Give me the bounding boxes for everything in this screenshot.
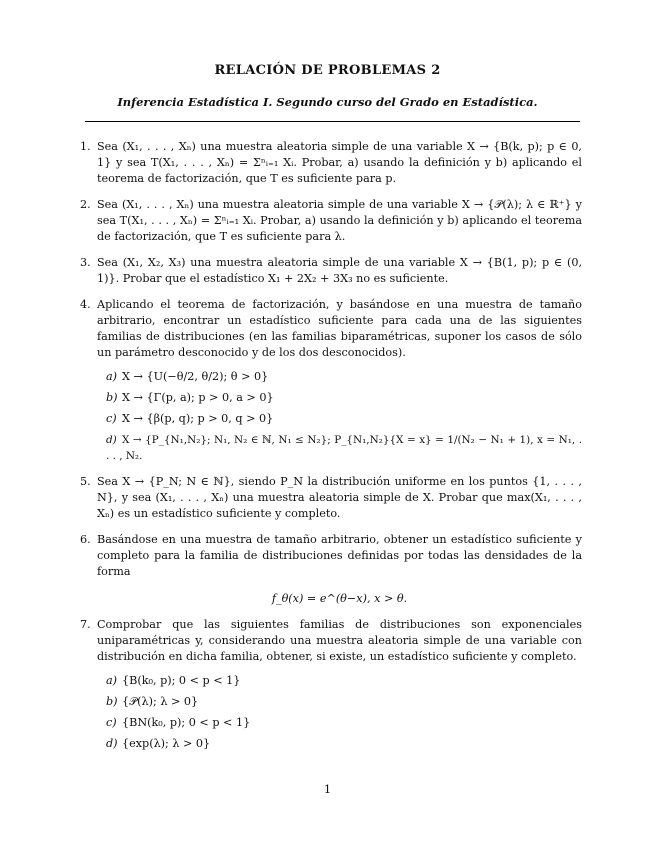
sub-item bbox=[106, 390, 582, 406]
problem-number: 5. bbox=[80, 475, 91, 488]
sub-item-text: {B(k₀, p); 0 < p < 1} bbox=[122, 674, 241, 687]
problem-number: 6. bbox=[80, 533, 91, 546]
problem-1 bbox=[80, 139, 582, 187]
problem-text: Sea (X₁, X₂, X₃) una muestra aleatoria simple de una variable X → {B(1, p); p ∈ (0, 1)}. Probar que el estadístico X₁ + 2X₂ + 3X₃ no es suficiente. bbox=[97, 256, 582, 285]
sub-item-label: a) bbox=[106, 674, 118, 687]
sub-item bbox=[106, 715, 582, 731]
sub-item-text: X → {U(−θ/2, θ/2); θ > 0} bbox=[122, 370, 269, 383]
problem-7 bbox=[80, 617, 582, 752]
sub-item-label: b) bbox=[106, 391, 118, 404]
problem-number: 4. bbox=[80, 298, 91, 311]
page-number: 1 bbox=[323, 782, 332, 796]
sub-item-label: c) bbox=[106, 412, 117, 425]
problem-4 bbox=[80, 297, 582, 464]
sub-item-list bbox=[106, 673, 582, 752]
problem-text: Sea (X₁, . . . , Xₙ) una muestra aleatoria simple de una variable X → {𝒫(λ); λ ∈ ℝ⁺} y sea T(X₁, . . . , Xₙ) = Σⁿᵢ₌₁ Xᵢ. Probar, a) usando la definición y b) aplicando el teorema de factorización, que T es suficiente para λ. bbox=[97, 198, 582, 243]
sub-item-label: b) bbox=[106, 695, 118, 708]
problem-number: 1. bbox=[80, 140, 91, 153]
problem-number: 7. bbox=[80, 618, 91, 631]
problem-text: Aplicando el teorema de factorización, y basándose en una muestra de tamaño arbitrario, encontrar un estadístico suficiente para cada una de las siguientes familias de distribuciones (en las familias biparamétricas, suponer los casos de sólo un parámetro desconocido y de los dos desconocidos). bbox=[97, 298, 582, 359]
problem-text: Comprobar que las siguientes familias de distribuciones son exponenciales uniparamétricas y, considerando una muestra aleatoria simple de una variable con distribución en dicha familia, obtener, si existe, un estadístico suficiente y completo. bbox=[97, 618, 582, 663]
header-rule bbox=[85, 121, 580, 122]
page-subtitle: Inferencia Estadística I. Segundo curso del Grado en Estadística. bbox=[117, 95, 538, 109]
sub-item bbox=[106, 369, 582, 385]
sub-item bbox=[106, 736, 582, 752]
problem-3 bbox=[80, 255, 582, 287]
display-formula: f_θ(x) = e^(θ−x), x > θ. bbox=[271, 592, 408, 605]
sub-item-label: a) bbox=[106, 370, 118, 383]
sub-item-text: X → {Γ(p, a); p > 0, a > 0} bbox=[122, 391, 274, 404]
sub-item-label: d) bbox=[106, 434, 117, 446]
problem-6 bbox=[80, 532, 582, 607]
problem-5 bbox=[80, 474, 582, 522]
sub-item bbox=[106, 694, 582, 710]
sub-item bbox=[106, 432, 582, 464]
sub-item-text: {BN(k₀, p); 0 < p < 1} bbox=[122, 716, 251, 729]
problem-list bbox=[80, 139, 582, 762]
problem-2 bbox=[80, 197, 582, 245]
sub-item-text: {exp(λ); λ > 0} bbox=[122, 737, 211, 750]
sub-item-label: c) bbox=[106, 716, 117, 729]
sub-item-text: {𝒫(λ); λ > 0} bbox=[122, 695, 199, 708]
sub-item bbox=[106, 411, 582, 427]
sub-item-text: X → {β(p, q); p > 0, q > 0} bbox=[122, 412, 274, 425]
problem-text: Sea (X₁, . . . , Xₙ) una muestra aleatoria simple de una variable X → {B(k, p); p ∈ 0, 1} y sea T(X₁, . . . , Xₙ) = Σⁿᵢ₌₁ Xᵢ. Probar, a) usando la definición y b) aplicando el teorema de factorización, que T es suficiente para p. bbox=[97, 140, 582, 185]
sub-item-list bbox=[106, 369, 582, 464]
sub-item bbox=[106, 673, 582, 689]
problem-text: Basándose en una muestra de tamaño arbitrario, obtener un estadístico suficiente y completo para la familia de distribuciones definidas por todas las densidades de la forma bbox=[97, 533, 582, 578]
problem-number: 3. bbox=[80, 256, 91, 269]
problem-number: 2. bbox=[80, 198, 91, 211]
problem-text: Sea X → {P_N; N ∈ ℕ}, siendo P_N la distribución uniforme en los puntos {1, . . . , N}, y sea (X₁, . . . , Xₙ) una muestra aleatoria simple de X. Probar que max(X₁, . . . , Xₙ) es un estadístico suficiente y completo. bbox=[97, 475, 582, 520]
sub-item-label: d) bbox=[106, 737, 118, 750]
sub-item-text: X → {P_{N₁,N₂}; N₁, N₂ ∈ ℕ, N₁ ≤ N₂}; P_{N₁,N₂}{X = x} = 1/(N₂ − N₁ + 1), x = N₁, . . . , N₂. bbox=[106, 434, 582, 462]
page-title: RELACIÓN DE PROBLEMAS 2 bbox=[214, 63, 441, 78]
